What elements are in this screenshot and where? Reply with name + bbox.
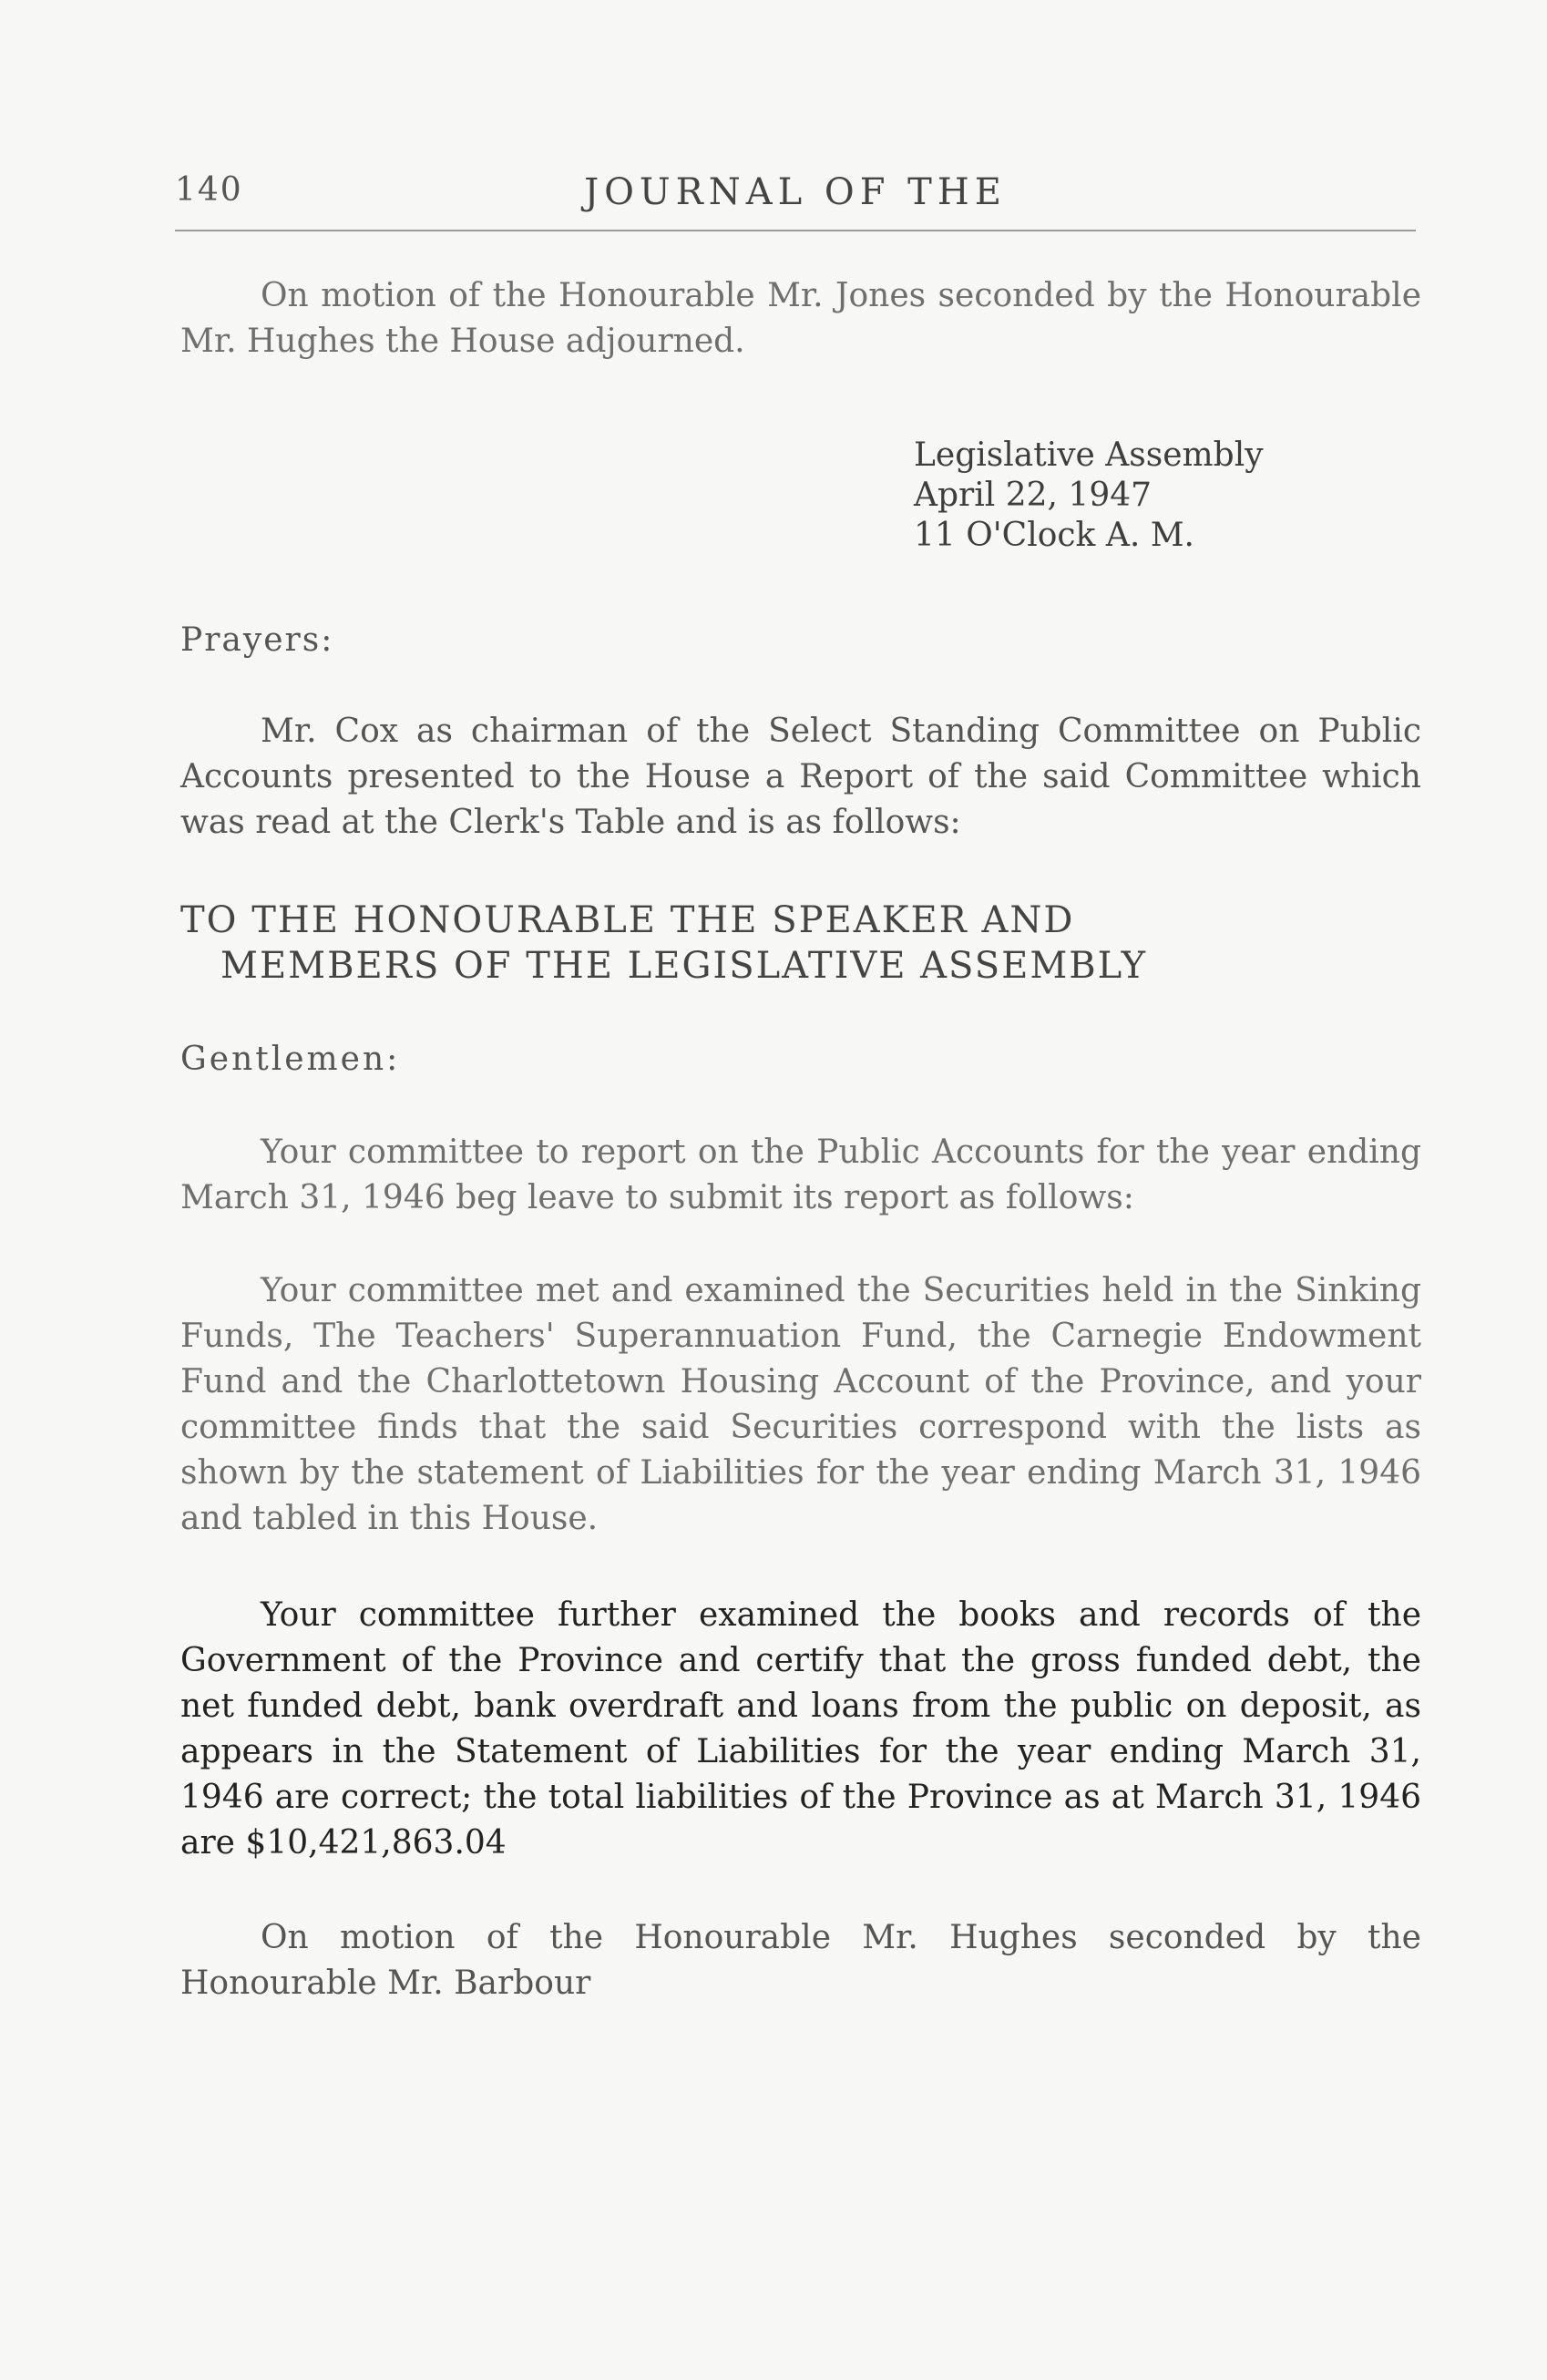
page-number: 140 [175, 171, 243, 209]
prayers-label: Prayers: [180, 621, 334, 659]
running-title: JOURNAL OF THE [584, 171, 1007, 213]
books-paragraph: Your committee further examined the books and records of the Government of the Province and certify that the gross funded debt, the net funded debt, bank overdraft and loans from the public on deposit, as appears in the Statement of Liabilities for the year ending March 31, 1946 are correct; the total liabilities of the Province as at March 31, 1946 are $10,421,863.04 [180, 1596, 1421, 1862]
session-body: Legislative Assembly [914, 436, 1264, 474]
securities-paragraph: Your committee met and examined the Securities held in the Sinking Funds, The Teachers' Superannuation Fund, the Carnegie Endowment Fund and the Charlottetown Housing Account of the Province, and your committee finds that the said Securities correspond with the lists as shown by the statement of Liabilities for the year ending March 31, 1946 and tabled in this House. [180, 1272, 1421, 1537]
session-time: 11 O'Clock A. M. [914, 517, 1195, 554]
report-intro-paragraph: Mr. Cox as chairman of the Select Standing Committee on Public Accounts presented to the House a Report of the said Committee which was read at the Clerk's Table and is as follows: [180, 713, 1421, 841]
address-line-1: TO THE HONOURABLE THE SPEAKER AND [180, 899, 1075, 941]
final-motion-paragraph: On motion of the Honourable Mr. Hughes seconded by the Honourable Mr. Barbour [180, 1919, 1421, 2002]
adjournment-paragraph: On motion of the Honourable Mr. Jones seconded by the Honourable Mr. Hughes the House adjourned. [180, 277, 1421, 360]
salutation: Gentlemen: [180, 1041, 401, 1078]
session-date: April 22, 1947 [914, 477, 1153, 514]
address-line-2: MEMBERS OF THE LEGISLATIVE ASSEMBLY [220, 945, 1148, 987]
page-header [175, 171, 1416, 231]
formal-address [180, 898, 1147, 989]
session-heading [914, 436, 1264, 556]
committee-intro-paragraph: Your committee to report on the Public Accounts for the year ending March 31, 1946 beg leave to submit its report as follows: [180, 1134, 1421, 1216]
